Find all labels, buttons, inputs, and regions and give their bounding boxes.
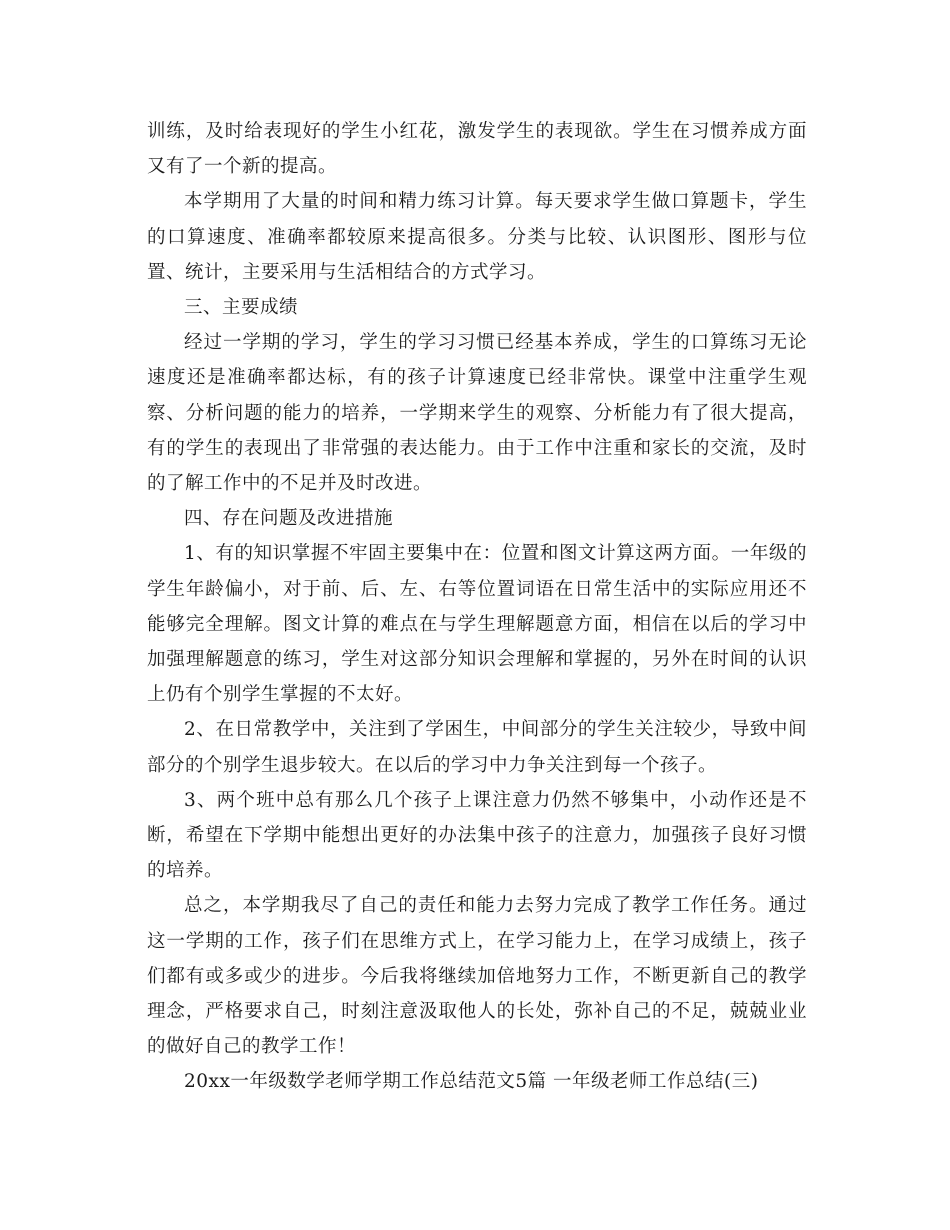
paragraph-continuation: 训练，及时给表现好的学生小红花，激发学生的表现欲。学生在习惯养成方面又有了一个新的提高。 bbox=[147, 121, 807, 178]
document-body bbox=[147, 114, 807, 1100]
paragraph-problem-3: 3、两个班中总有那么几个孩子上课注意力仍然不够集中，小动作还是不断，希望在下学期中能想出更好的办法集中孩子的注意力，加强孩子良好习惯的培养。 bbox=[147, 789, 807, 882]
next-article-title: 20xx一年级数学老师学期工作总结范文5篇 一年级老师工作总结(三) bbox=[184, 1071, 759, 1093]
paragraph-calculation: 本学期用了大量的时间和精力练习计算。每天要求学生做口算题卡，学生的口算速度、准确率都较原来提高很多。分类与比较、认识图形、图形与位置、统计，主要采用与生活相结合的方式学习。 bbox=[147, 191, 807, 283]
paragraph-problem-2: 2、在日常教学中，关注到了学困生，中间部分的学生关注较少，导致中间部分的个别学生退步较大。在以后的学习中力争关注到每一个孩子。 bbox=[147, 719, 807, 776]
paragraph-conclusion: 总之，本学期我尽了自己的责任和能力去努力完成了教学工作任务。通过这一学期的工作，孩子们在思维方式上，在学习能力上，在学习成绩上，孩子们都有或多或少的进步。今后我将继续加倍地努力工作，不断更新自己的教学理念，严格要求自己，时刻注意汲取他人的长处，弥补自己的不足，兢兢业业的做好自己的教学工作！ bbox=[147, 895, 807, 1058]
paragraph-problem-1: 1、有的知识掌握不牢固主要集中在：位置和图文计算这两方面。一年级的学生年龄偏小，对于前、后、左、右等位置词语在日常生活中的实际应用还不能够完全理解。图文计算的难点在与学生理解题意方面，相信在以后的学习中加强理解题意的练习，学生对这部分知识会理解和掌握的，另外在时间的认识上仍有个别学生掌握的不太好。 bbox=[147, 543, 807, 706]
section-heading-problems: 四、存在问题及改进措施 bbox=[184, 508, 394, 530]
section-heading-achievements: 三、主要成绩 bbox=[184, 297, 299, 319]
paragraph-achievements: 经过一学期的学习，学生的学习习惯已经基本养成，学生的口算练习无论速度还是准确率都达标，有的孩子计算速度已经非常快。课堂中注重学生观察、分析问题的能力的培养，一学期来学生的观察、分析能力有了很大提高，有的学生的表现出了非常强的表达能力。由于工作中注重和家长的交流，及时的了解工作中的不足并及时改进。 bbox=[147, 332, 807, 495]
